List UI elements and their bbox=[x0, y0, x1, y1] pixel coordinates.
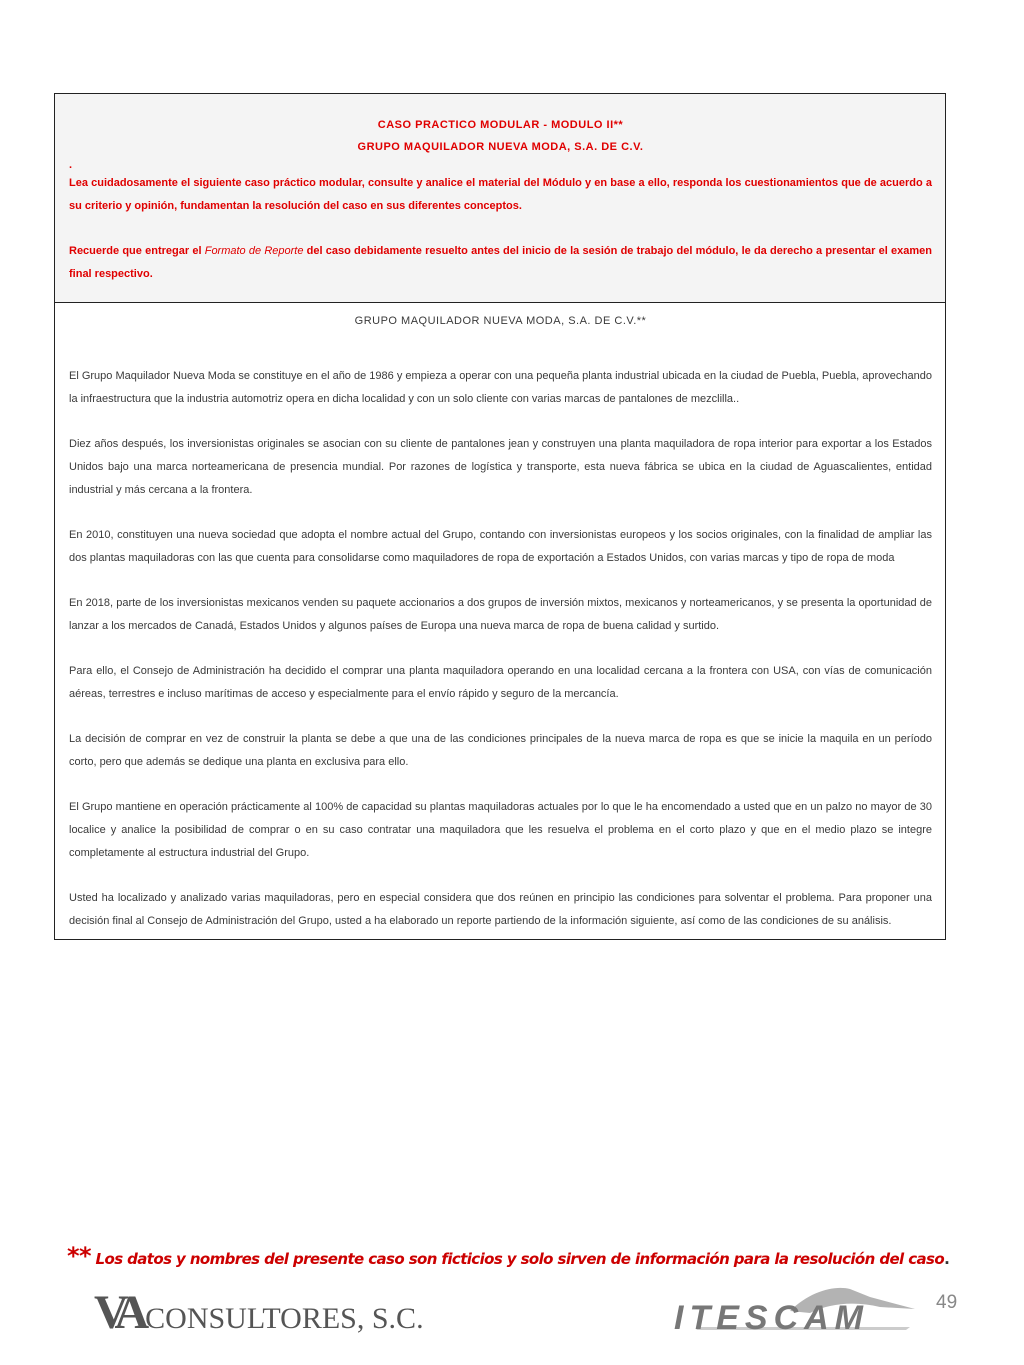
instruction-text: Lea cuidadosamente el siguiente caso práctico modular, consulte y analice el material del Módulo y en base a ello, responda los cuestionamientos que de acuerdo a su criterio y opinión, fundamentan la resolución del caso en sus diferentes conceptos. bbox=[69, 177, 932, 212]
instructions-box bbox=[55, 94, 945, 303]
case-paragraph: Usted ha localizado y analizado varias maquiladoras, pero en especial considera que dos reúnen en principio las condiciones para solventar el problema. Para proponer una decisión final al Consejo de Administración del Grupo, usted a ha elaborado un reporte partiendo de la información siguiente, así como de las condiciones de su análisis. bbox=[69, 892, 932, 927]
case-paragraph: Diez años después, los inversionistas originales se asocian con su cliente de pantalones jean y construyen una planta maquiladora de ropa interior para exportar a los Estados Unidos bajo una marca norteamericana de presencia mundial. Por razones de logística y transporte, esta nueva fábrica se ubica en la ciudad de Aguascalientes, entidad industrial y más cercana a la frontera. bbox=[69, 438, 932, 496]
va-consultores-logo bbox=[94, 1285, 424, 1339]
case-paragraph: El Grupo Maquilador Nueva Moda se constituye en el año de 1986 y empieza a operar con una pequeña planta industrial ubicada en la ciudad de Puebla, Puebla, aprovechando la infraestructura que la industria automotriz opera en dicha localidad y con un solo cliente con varias marcas de pantalones de mezclilla.. bbox=[69, 370, 932, 405]
footnote-text: Los datos y nombres del presente caso son ficticios y solo sirven de información para la resolución del caso bbox=[90, 1250, 945, 1268]
footnote bbox=[67, 1242, 957, 1270]
separator-dot: . bbox=[69, 159, 73, 171]
logo-company-name: CONSULTORES, S.C. bbox=[145, 1302, 424, 1335]
reminder-part2: del caso debidamente resuelto antes del inicio de la sesión de trabajo del módulo, le da derecho a presentar el examen final respectivo. bbox=[69, 245, 933, 280]
logo-monogram: VA bbox=[94, 1286, 142, 1339]
footnote-stars: ** bbox=[67, 1242, 91, 1270]
case-paragraph: En 2018, parte de los inversionistas mexicanos venden su paquete accionarios a dos grupos de inversión mixtos, mexicanos y norteamericanos, y se presenta la oportunidad de lanzar a los mercados de Canadá, Estados Unidos y algunos países de Europa una nueva marca de ropa de buena calidad y surtido. bbox=[69, 597, 932, 632]
logo-itescam-name: ITESCAM bbox=[674, 1299, 869, 1337]
case-paragraph: El Grupo mantiene en operación prácticamente al 100% de capacidad su plantas maquiladoras actuales por lo que le ha encomendado a usted que en un palzo no mayor de 30 localice y analice la posibilidad de comprar o en su caso contratar una maquiladora que les resuelva el problema en el corto plazo y que en el medio plazo se integre completamente al estructura industrial del Grupo. bbox=[69, 801, 932, 859]
itescam-logo bbox=[670, 1283, 920, 1337]
case-paragraph: La decisión de comprar en vez de construir la planta se debe a que una de las condiciones principales de la nueva marca de ropa es que se inicie la maquila en un período corto, pero que además se dedique una planta en exclusiva para ello. bbox=[69, 733, 932, 768]
reminder-text bbox=[69, 240, 932, 286]
case-paragraph: En 2010, constituyen una nueva sociedad que adopta el nombre actual del Grupo, contando con inversionistas europeos y los socios originales, con la finalidad de ampliar las dos plantas maquiladoras con las que cuenta para consolidarse como maquiladores de ropa de exportación a Estados Unidos, con varias marcas y tipo de ropa de moda bbox=[69, 529, 932, 564]
module-title: CASO PRACTICO MODULAR - MODULO II** bbox=[377, 119, 624, 131]
case-body bbox=[55, 303, 945, 939]
reminder-part1: Recuerde que entregar el bbox=[69, 245, 205, 257]
case-paragraph: Para ello, el Consejo de Administración ha decidido el comprar una planta maquiladora operando en una localidad cercana a la frontera con USA, con vías de comunicación aéreas, terrestres e incluso marítimas de acceso y especialmente para el envío rápido y seguro de la mercancía. bbox=[69, 665, 932, 700]
case-title: GRUPO MAQUILADOR NUEVA MODA, S.A. DE C.V.** bbox=[354, 315, 647, 327]
footnote-end: . bbox=[944, 1250, 950, 1268]
page-number: 49 bbox=[936, 1292, 958, 1313]
case-frame bbox=[54, 93, 946, 940]
report-format-label: Formato de Reporte bbox=[204, 245, 304, 257]
company-title: GRUPO MAQUILADOR NUEVA MODA, S.A. DE C.V. bbox=[357, 141, 644, 153]
